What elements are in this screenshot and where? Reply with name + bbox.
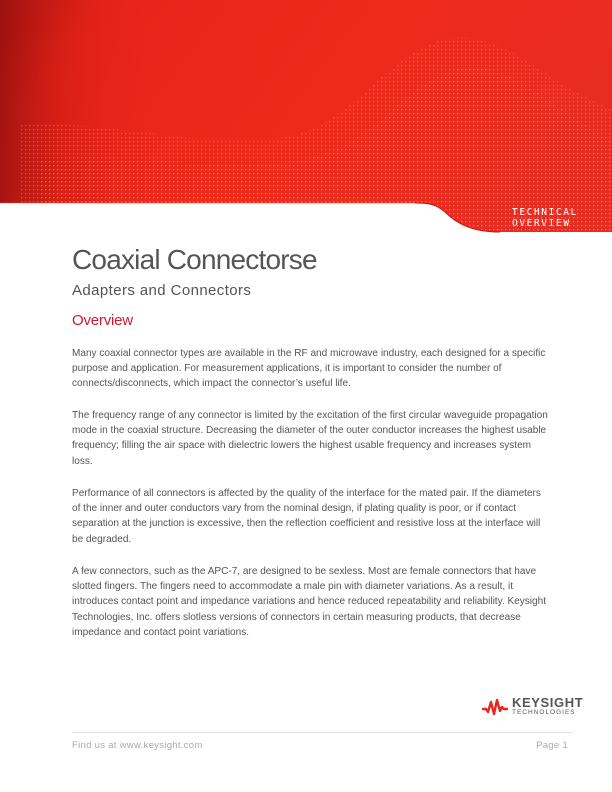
keysight-logo [482, 696, 583, 717]
logo-name: KEYSIGHT [512, 695, 584, 710]
footer-page-number: Page 1 [536, 740, 568, 751]
body-paragraph-4: A few connectors, such as the APC-7, are designed to be sexless. Most are female connectors that have slotted fingers. The fingers need to accommodate a male pin with diameter variations. As a result, it introduces contact point and impedance variations and hence reduced repeatability and reliability. Keysight Technologies, Inc. offers slotless versions of connectors in certain measuring products, that decrease impedance and contact point variations. [72, 566, 546, 638]
header-banner [0, 0, 612, 240]
header-wave-graphic [0, 0, 612, 240]
badge-line-1: TECHNICAL [512, 207, 578, 218]
page-subtitle: Adapters and Connectors [72, 282, 252, 299]
body-paragraph-3: Performance of all connectors is affected by the quality of the interface for the mated pair. If the diameters of the inner and outer conductors vary from the nominal design, if plating quality is poor, or if contact separation at the junction is excessive, then the reflection coefficient and resistive loss at the interface will be degraded. [72, 488, 541, 545]
section-title-overview: Overview [72, 312, 133, 329]
logo-sub: TECHNOLOGIES [512, 709, 576, 716]
page-title: Coaxial Connectorse [72, 244, 317, 275]
footer-website: Find us at www.keysight.com [72, 740, 203, 751]
keysight-wave-icon [482, 698, 508, 716]
technical-overview-badge [512, 207, 578, 229]
footer-divider [72, 732, 572, 733]
body-paragraph-1: Many coaxial connector types are available in the RF and microwave industry, each designed for a specific purpose and application. For measurement applications, it is important to consider the number of connects/disconnects, which impact the connector’s useful life. [72, 348, 546, 390]
badge-line-2: OVERVIEW [512, 218, 571, 229]
body-paragraph-2: The frequency range of any connector is limited by the excitation of the first circular waveguide propagation mode in the coaxial structure. Decreasing the diameter of the outer conductor increases the highest usable frequency; filling the air space with dielectric lowers the highest usable frequency and increases system loss. [72, 410, 548, 467]
